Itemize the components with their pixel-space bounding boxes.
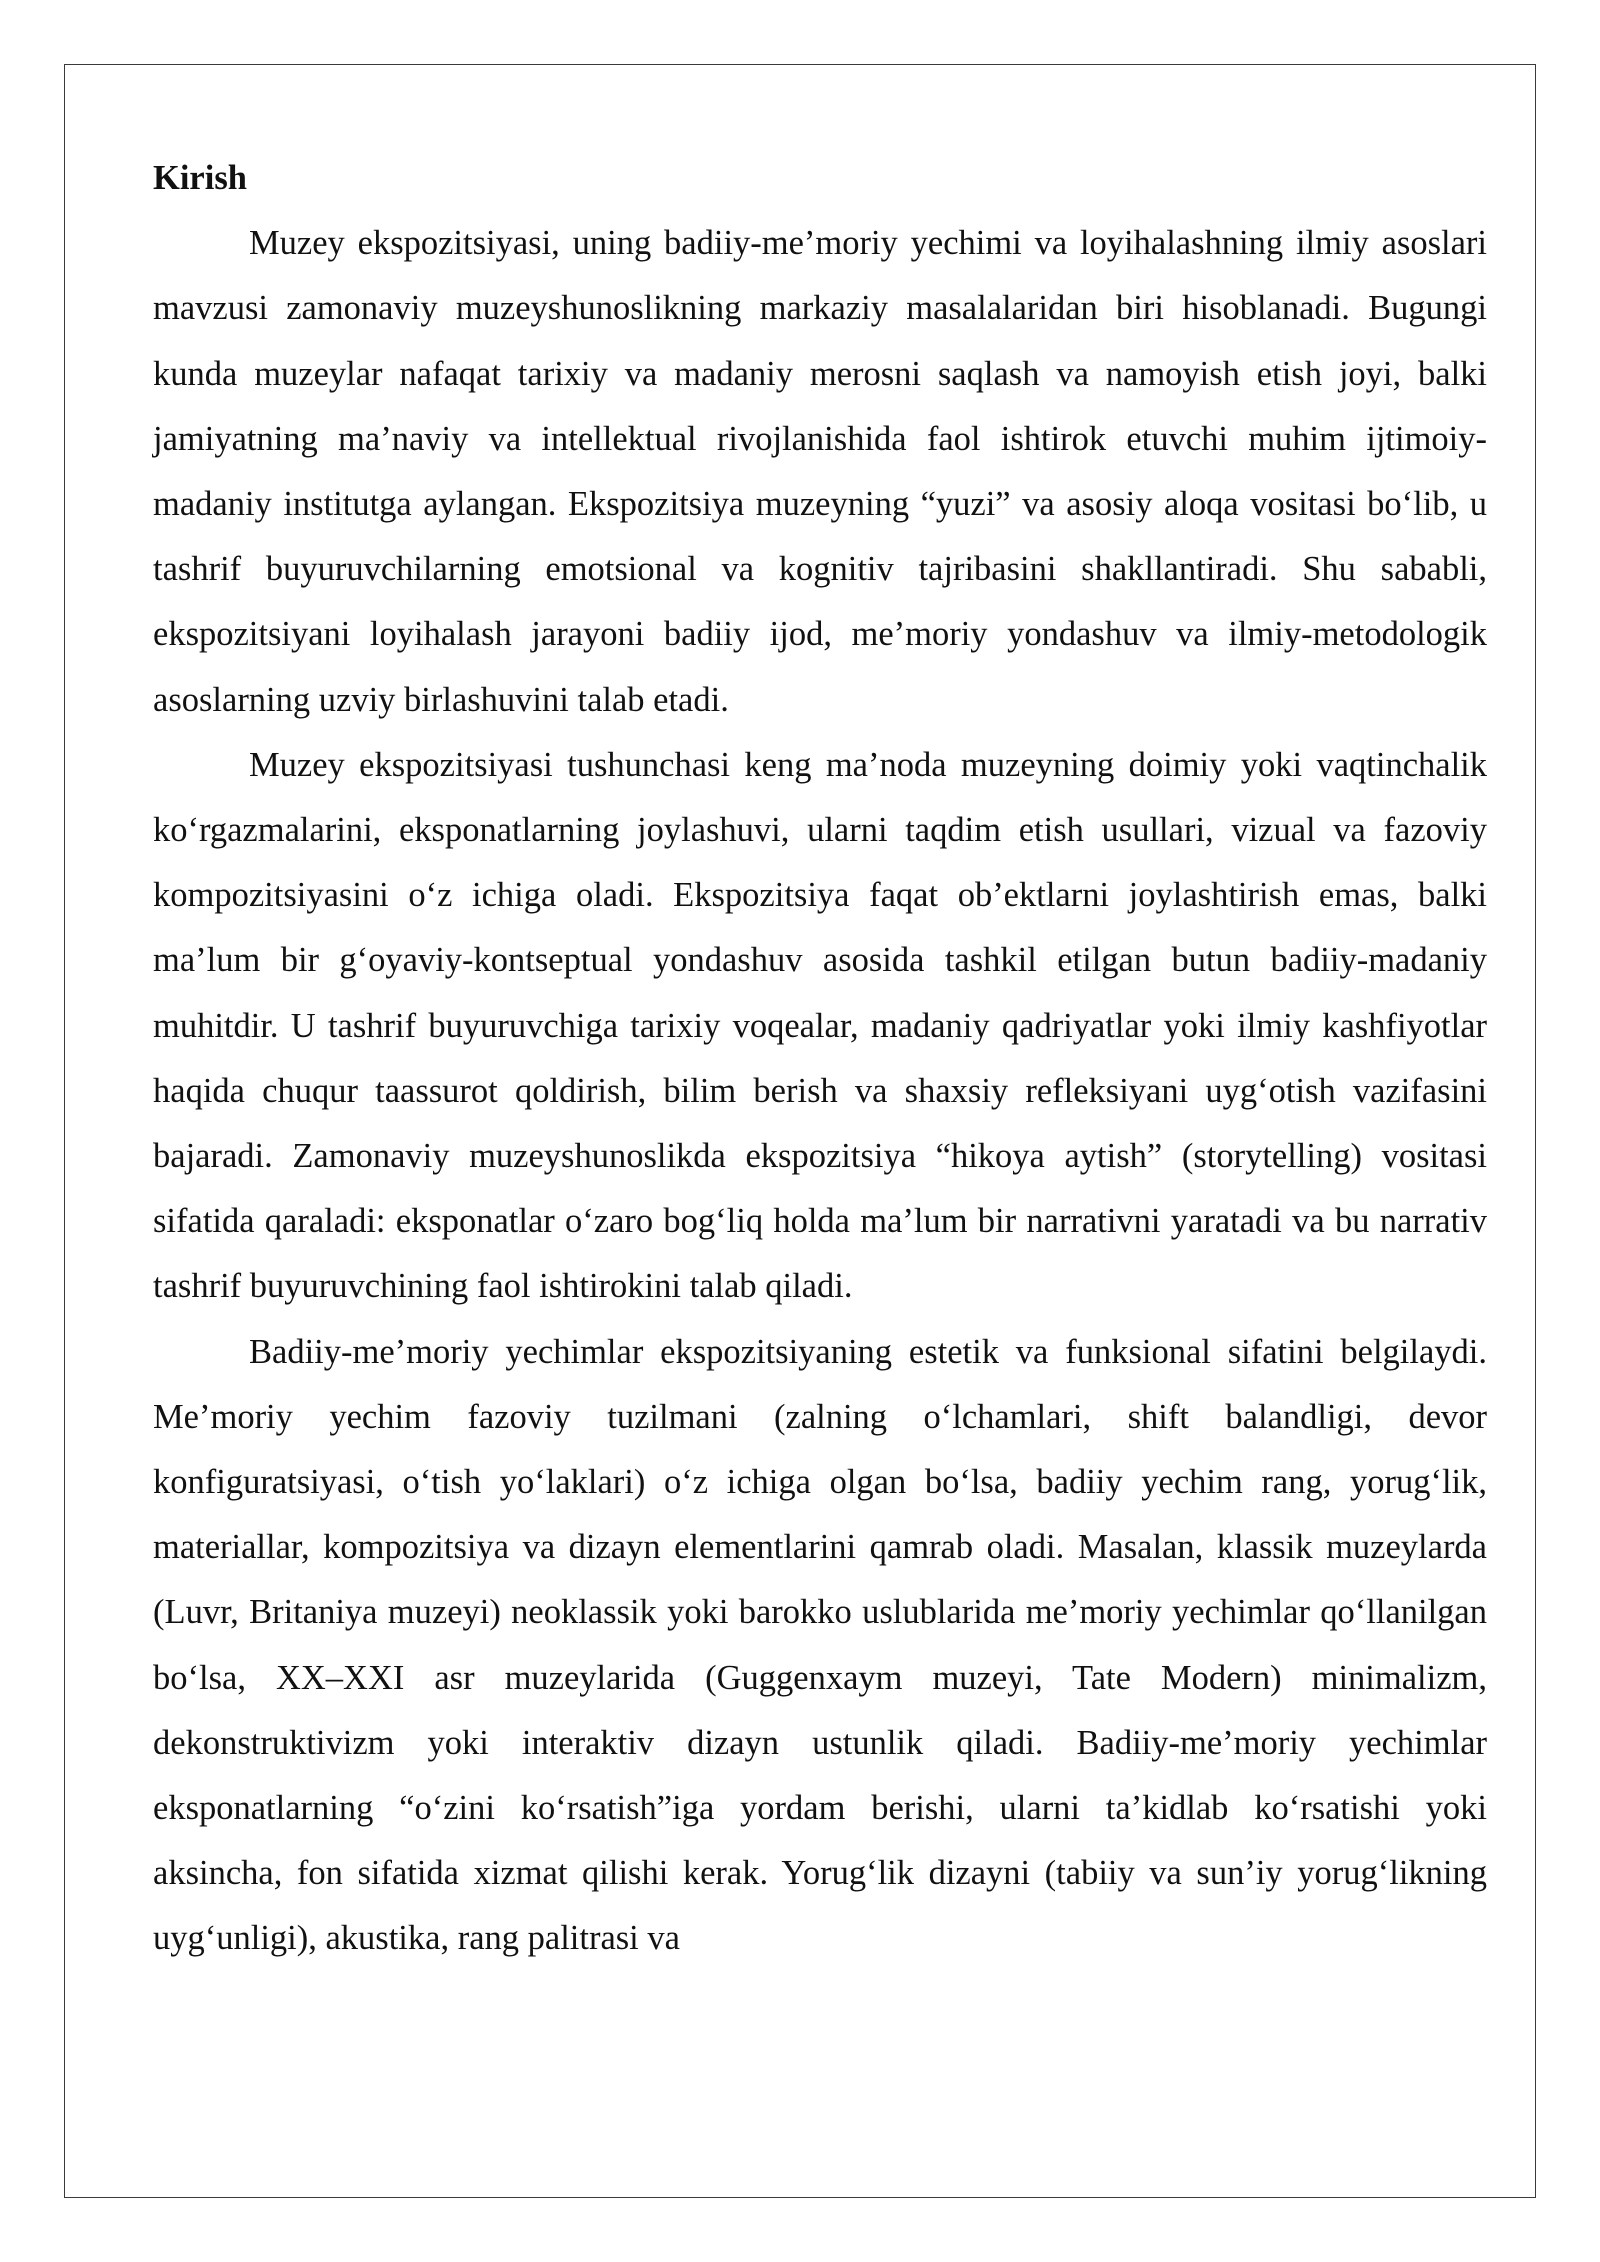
paragraph-3: Badiiy-me’moriy yechimlar ekspozitsiyaning estetik va funksional sifatini belgilaydi. Me’moriy yechim fazoviy tuzilmani (zalning o‘lchamlari, shift balandligi, devor konfiguratsiyasi, o‘tish yo‘laklari) o‘z ichiga olgan bo‘lsa, badiiy yechim rang, yorug‘lik, materiallar, kompozitsiya va dizayn elementlarini qamrab oladi. Masalan, klassik muzeylarda (Luvr, Britaniya muzeyi) neoklassik yoki barokko uslublarida me’moriy yechimlar qo‘llanilgan bo‘lsa, XX–XXI asr muzeylarida (Guggenxaym muzeyi, Tate Modern) minimalizm, dekonstruktivizm yoki interaktiv dizayn ustunlik qiladi. Badiiy-me’moriy yechimlar eksponatlarning “o‘zini ko‘rsatish”iga yordam berishi, ularni ta’kidlab ko‘rsatishi yoki aksincha, fon sifatida xizmat qilishi kerak. Yorug‘lik dizayni (tabiiy va sun’iy yorug‘likning uyg‘unligi), akustika, rang palitrasi va xyxy=(153,1332,1487,1958)
section-heading: Kirish xyxy=(153,159,247,197)
paragraph-1: Muzey ekspozitsiyasi, uning badiiy-me’moriy yechimi va loyihalashning ilmiy asoslari mavzusi zamonaviy muzeyshunoslikning markaziy masalalaridan biri hisoblanadi. Bugungi kunda muzeylar nafaqat tarixiy va madaniy merosni saqlash va namoyish etish joyi, balki jamiyatning ma’naviy va intellektual rivojlanishida faol ishtirok etuvchi muhim ijtimoiy-madaniy institutga aylangan. Ekspozitsiya muzeyning “yuzi” va asosiy aloqa vositasi bo‘lib, u tashrif buyuruvchilarning emotsional va kognitiv tajribasini shakllantiradi. Shu sababli, ekspozitsiyani loyihalash jarayoni badiiy ijod, me’moriy yondashuv va ilmiy-metodologik asoslarning uzviy birlashuvini talab etadi. xyxy=(153,224,1487,719)
document-body xyxy=(153,146,1487,1972)
paragraph-2: Muzey ekspozitsiyasi tushunchasi keng ma’noda muzeyning doimiy yoki vaqtinchalik ko‘rgazmalarini, eksponatlarning joylashuvi, ularni taqdim etish usullari, vizual va fazoviy kompozitsiyasini o‘z ichiga oladi. Ekspozitsiya faqat ob’ektlarni joylashtirish emas, balki ma’lum bir g‘oyaviy-kontseptual yondashuv asosida tashkil etilgan butun badiiy-madaniy muhitdir. U tashrif buyuruvchiga tarixiy voqealar, madaniy qadriyatlar yoki ilmiy kashfiyotlar haqida chuqur taassurot qoldirish, bilim berish va shaxsiy refleksiyani uyg‘otish vazifasini bajaradi. Zamonaviy muzeyshunoslikda ekspozitsiya “hikoya aytish” (storytelling) vositasi sifatida qaraladi: eksponatlar o‘zaro bog‘liq holda ma’lum bir narrativni yaratadi va bu narrativ tashrif buyuruvchining faol ishtirokini talab qiladi. xyxy=(153,745,1487,1306)
